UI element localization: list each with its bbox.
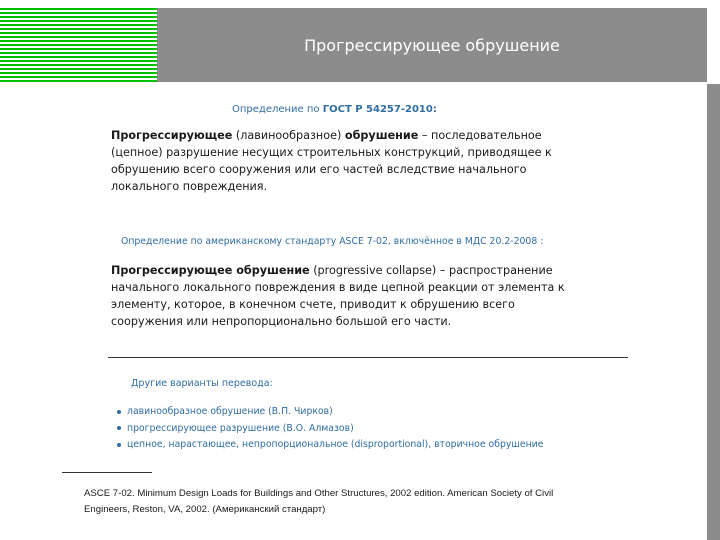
bullet-icon [117, 426, 121, 430]
definition2-text: (progressive collapse) – распространение начального локального повреждения в виде цепной реакции от элемента к элементу, которое, в конечном счете, приводит к обрушению всего сооружения или непропорционально большой его части. [111, 264, 565, 328]
definition1-heading-standard: ГОСТ Р 54257-2010: [322, 104, 437, 115]
definition1-heading [232, 104, 437, 115]
definition1-text1: (лавинообразное) [232, 129, 345, 142]
definition2-heading: Определение по американскому стандарту ASCE 7-02, включённое в МДС 20.2-2008 : [121, 236, 544, 247]
definition1-term2: обрушение [344, 129, 419, 142]
other-translations-heading: Другие варианты перевода: [131, 378, 273, 389]
list-item: лавинообразное обрушение (В.П. Чирков) [117, 404, 543, 421]
footnote-divider [62, 472, 152, 473]
section-divider [108, 357, 628, 358]
other-translations-list [117, 404, 543, 454]
definition2-paragraph [111, 262, 581, 330]
definition1-paragraph [111, 127, 571, 195]
slide-title: Прогрессирующее обрушение [304, 35, 560, 55]
right-gray-strip [707, 84, 720, 540]
definition2-term: Прогрессирующее обрушение [111, 264, 310, 277]
list-item: прогрессирующее разрушение (В.О. Алмазов) [117, 421, 543, 438]
list-item: цепное, нарастающее, непропорциональное (disproportional), вторичное обрушение [117, 437, 543, 454]
definition1-heading-prefix: Определение по [232, 104, 323, 115]
bullet-icon [117, 410, 121, 414]
bullet-icon [117, 443, 121, 447]
title-bar [157, 8, 707, 82]
header-band [0, 0, 720, 84]
footnote: ASCE 7-02. Minimum Design Loads for Buildings and Other Structures, 2002 edition. American Society of Civil Engineers, Reston, VA, 2002. (Американский стандарт) [84, 488, 554, 515]
definition1-text2: – последовательное (цепное) разрушение несущих строительных конструкций, приводящее к обрушению всего сооружения или его частей вследствие начального локального повреждения. [111, 129, 552, 193]
definition1-term1: Прогрессирующее [111, 129, 233, 142]
green-stripes-decoration [0, 8, 157, 82]
